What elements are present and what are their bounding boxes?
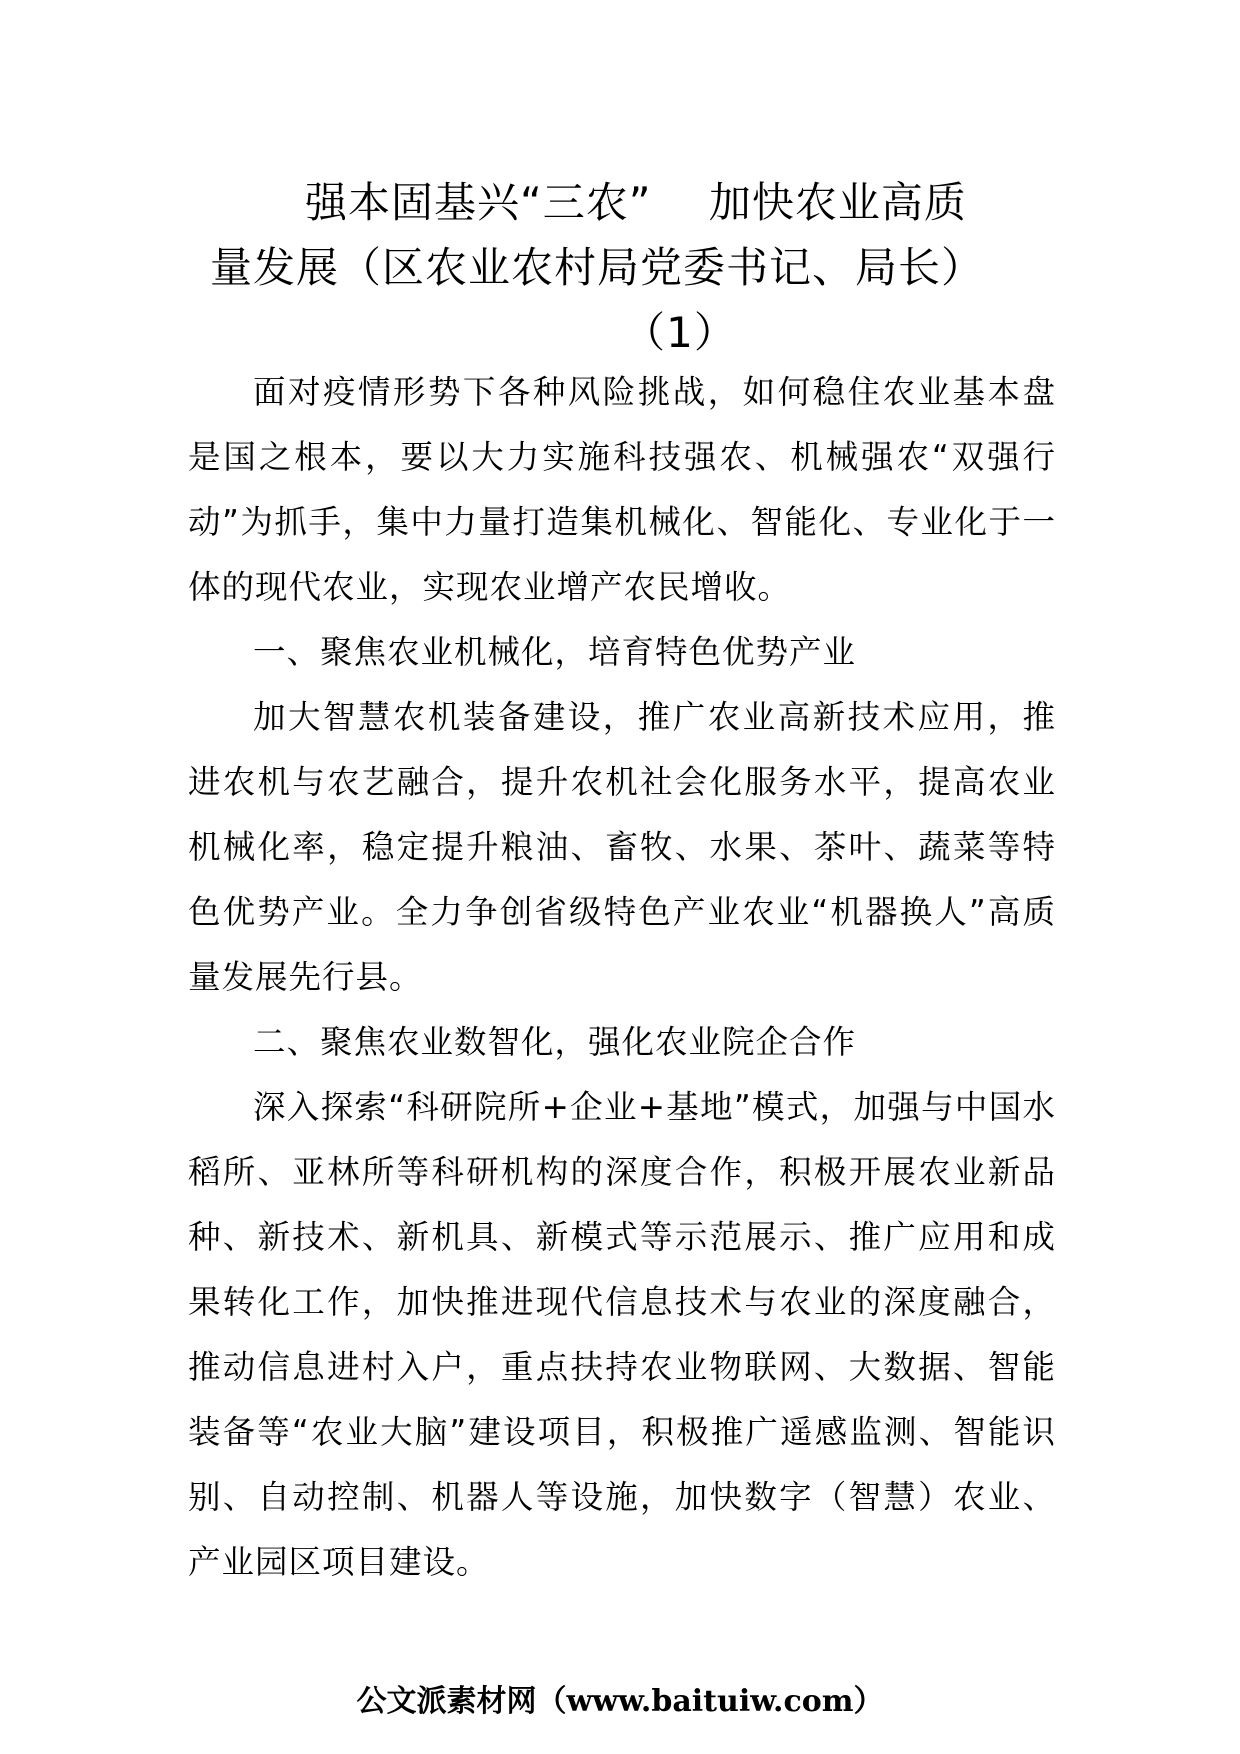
title-line-1: 强本固基兴“三农” 加快农业高质 bbox=[305, 178, 967, 227]
document-title bbox=[190, 170, 1050, 365]
section-1-paragraph: 加大智慧农机装备建设，推广农业高新技术应用，推进农机与农艺融合，提升农机社会化服务水平，提高农业机械化率，稳定提升粮油、畜牧、水果、茶叶、蔬菜等特色优势产业。全力争创省级特色产业农业“机器换人”高质量发展先行县。 bbox=[188, 698, 1056, 996]
title-line-3: （1） bbox=[623, 308, 737, 357]
intro-paragraph: 面对疫情形势下各种风险挑战，如何稳住农业基本盘是国之根本，要以大力实施科技强农、机械强农“双强行动”为抓手，集中力量打造集机械化、智能化、专业化于一体的现代农业，实现农业增产农民增收。 bbox=[188, 373, 1056, 606]
title-line-2: 量发展（区农业农村局党委书记、局长） bbox=[210, 243, 985, 292]
document-body bbox=[188, 360, 1056, 1595]
watermark-footer: 公文派素材网（www.baituiw.com） bbox=[356, 1684, 884, 1719]
section-2-paragraph: 深入探索“科研院所+企业+基地”模式，加强与中国水稻所、亚林所等科研机构的深度合作，积极开展农业新品种、新技术、新机具、新模式等示范展示、推广应用和成果转化工作，加快推进现代信息技术与农业的深度融合，推动信息进村入户，重点扶持农业物联网、大数据、智能装备等“农业大脑”建设项目，积极推广遥感监测、智能识别、自动控制、机器人等设施，加快数字（智慧）农业、产业园区项目建设。 bbox=[188, 1088, 1056, 1581]
section-heading-1: 一、聚焦农业机械化，培育特色优势产业 bbox=[253, 633, 857, 671]
section-heading-2: 二、聚焦农业数智化，强化农业院企合作 bbox=[253, 1023, 857, 1061]
